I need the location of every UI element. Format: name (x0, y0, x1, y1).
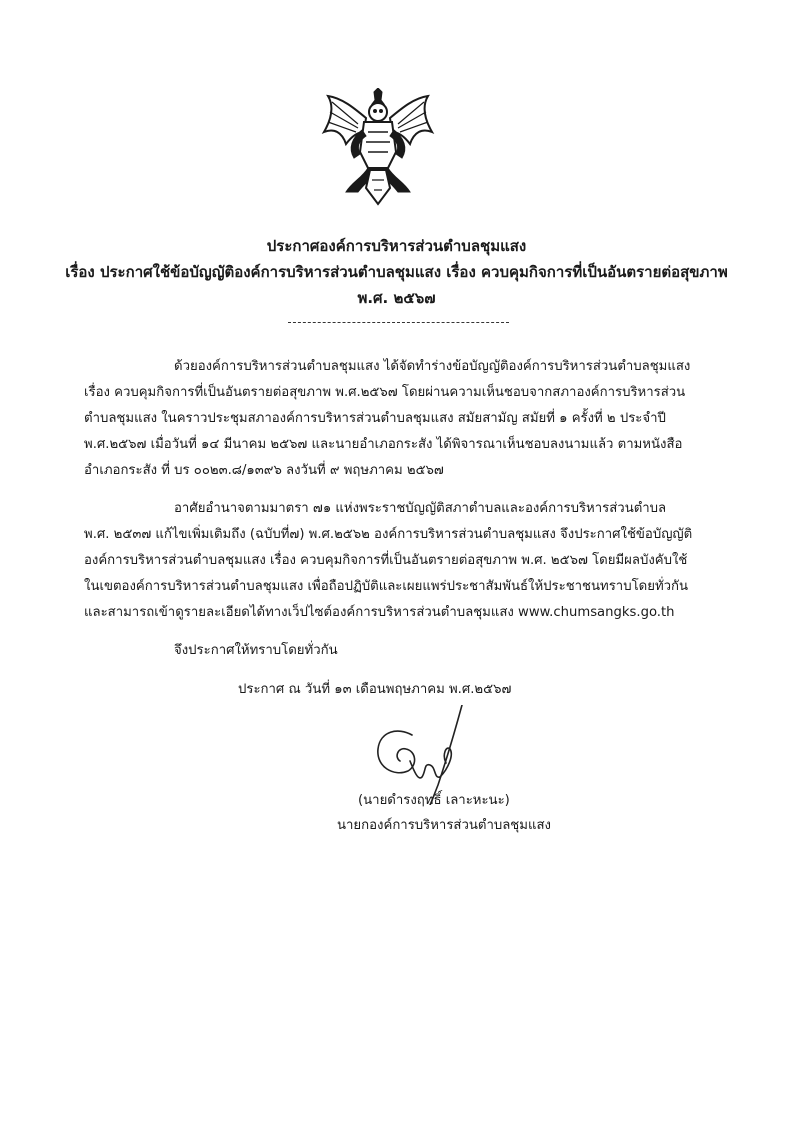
paragraph-2-line: องค์การบริหารส่วนตำบลชุมแสง เรื่อง ควบคุมกิจการที่เป็นอันตรายต่อสุขภาพ พ.ศ. ๒๕๖๗ โดยมีผลบังคับใช้ (84, 553, 688, 568)
paragraph-2-line: ในเขตองค์การบริหารส่วนตำบลชุมแสง เพื่อถือปฏิบัติและเผยแพร่ประชาสัมพันธ์ให้ประชาชนทราบโดยทั่วกัน (84, 579, 689, 594)
announcement-year: พ.ศ. ๒๕๖๗ (357, 289, 436, 307)
paragraph-2-line: พ.ศ. ๒๕๓๗ แก้ไขเพิ่มเติมถึง (ฉบับที่๗) พ.ศ.๒๕๖๒ องค์การบริหารส่วนตำบลชุมแสง จึงประกาศใช้ข้อบัญญัติ (84, 527, 693, 542)
paragraph-1-line: เรื่อง ควบคุมกิจการที่เป็นอันตรายต่อสุขภาพ พ.ศ.๒๕๖๗ โดยผ่านความเห็นชอบจากสภาองค์การบริหารส่วน (84, 385, 686, 400)
paragraph-1-line: ตำบลชุมแสง ในคราวประชุมสภาองค์การบริหารส่วนตำบลชุมแสง สมัยสามัญ สมัยที่ ๑ ครั้งที่ ๒ ประจำปี (84, 411, 666, 426)
paragraph-2-line: และสามารถเข้าดูรายละเอียดได้ทางเว็ปไซต์องค์การบริหารส่วนตำบลชุมแสง www.chumsangks.go.th (84, 605, 675, 620)
closing-statement: จึงประกาศให้ทราบโดยทั่วกัน (174, 643, 338, 658)
paragraph-1-line: พ.ศ.๒๕๖๗ เมื่อวันที่ ๑๔ มีนาคม ๒๕๖๗ และนายอำเภอกระสัง ได้พิจารณาเห็นชอบลงนามแล้ว ตามหนังสือ (84, 437, 683, 452)
garuda-emblem-icon (318, 88, 438, 206)
paragraph-1-line: ด้วยองค์การบริหารส่วนตำบลชุมแสง ได้จัดทำร่างข้อบัญญัติองค์การบริหารส่วนตำบลชุมแสง (174, 359, 691, 374)
announcement-title: ประกาศองค์การบริหารส่วนตำบลชุมแสง (266, 237, 527, 255)
paragraph-2-line: อาศัยอำนาจตามมาตรา ๗๑ แห่งพระราชบัญญัติสภาตำบลและองค์การบริหารส่วนตำบล (174, 501, 667, 516)
divider (288, 322, 509, 323)
signer-position: นายกองค์การบริหารส่วนตำบลชุมแสง (337, 818, 551, 833)
announcement-date: ประกาศ ณ วันที่ ๑๓ เดือนพฤษภาคม พ.ศ.๒๕๖๗ (238, 682, 512, 697)
paragraph-1-line: อำเภอกระสัง ที่ บร ๐๐๒๓.๘/๑๓๙๖ ลงวันที่ ๙ พฤษภาคม ๒๕๖๗ (84, 463, 444, 478)
announcement-subject: เรื่อง ประกาศใช้ข้อบัญญัติองค์การบริหารส่วนตำบลชุมแสง เรื่อง ควบคุมกิจการที่เป็นอันตรายต่อสุขภาพ (65, 263, 728, 281)
signer-name: (นายดำรงฤทธิ์ เลาะหะนะ) (358, 793, 510, 808)
